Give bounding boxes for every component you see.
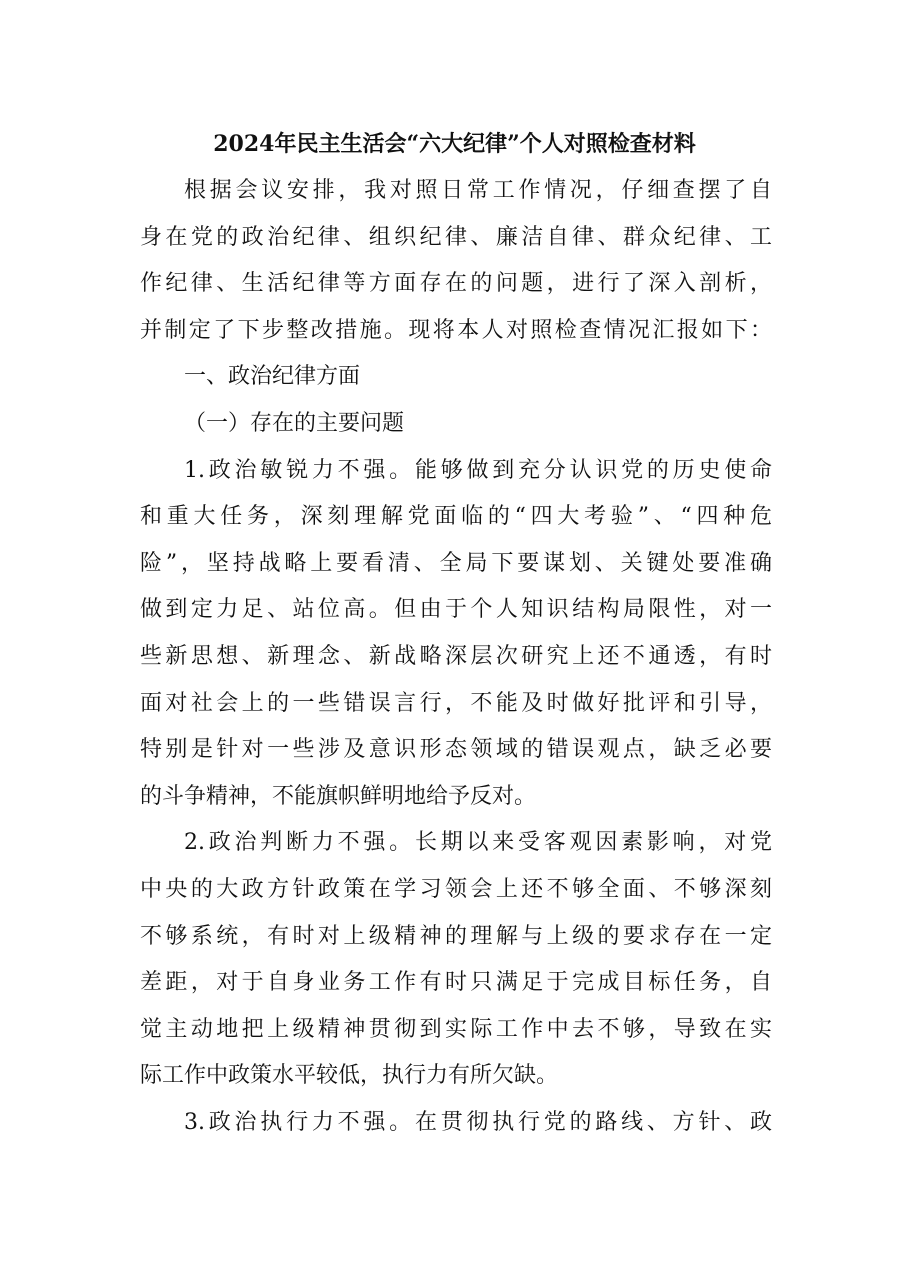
document-body — [140, 168, 772, 1146]
paragraph-line: 做到定力足、站位高。但由于个人知识结构局限性，对一 — [140, 597, 772, 623]
paragraph-line: 特别是针对一些涉及意识形态领域的错误观点，缺乏必要 — [140, 737, 772, 763]
paragraph-line: 际工作中政策水平较低，执行力有所欠缺。 — [140, 1063, 559, 1089]
subsection-heading: （一）存在的主要问题 — [184, 410, 405, 436]
paragraph-line: 根据会议安排，我对照日常工作情况，仔细查摆了自 — [184, 178, 772, 203]
paragraph-line: 3.政治执行力不强。在贯彻执行党的路线、方针、政 — [184, 1109, 772, 1135]
paragraph-line: 1.政治敏锐力不强。能够做到充分认识党的历史使命 — [184, 457, 772, 483]
paragraph-line: 险”，坚持战略上要看清、全局下要谋划、关键处要准确 — [140, 550, 772, 576]
paragraph-line: 面对社会上的一些错误言行，不能及时做好批评和引导， — [140, 690, 772, 716]
paragraph-line: 些新思想、新理念、新战略深层次研究上还不通透，有时 — [140, 643, 772, 669]
document-title: 2024年民主生活会“六大纪律”个人对照检查材料 — [213, 131, 696, 157]
paragraph-line: 中央的大政方针政策在学习领会上还不够全面、不够深刻 — [140, 876, 772, 902]
paragraph-line: 作纪律、生活纪律等方面存在的问题，进行了深入剖析， — [140, 271, 772, 297]
paragraph-line: 身在党的政治纪律、组织纪律、廉洁自律、群众纪律、工 — [140, 224, 772, 250]
paragraph-line: 并制定了下步整改措施。现将本人对照检查情况汇报如下： — [140, 317, 772, 343]
paragraph-line: 和重大任务，深刻理解党面临的“四大考验”、“四种危 — [140, 504, 772, 530]
paragraph-line: 不够系统，有时对上级精神的理解与上级的要求存在一定 — [140, 923, 772, 949]
paragraph-line: 觉主动地把上级精神贯彻到实际工作中去不够，导致在实 — [140, 1016, 772, 1042]
paragraph-line: 差距，对于自身业务工作有时只满足于完成目标任务，自 — [140, 970, 772, 996]
section-heading: 一、政治纪律方面 — [184, 364, 361, 390]
paragraph-line: 的斗争精神，不能旗帜鲜明地给予反对。 — [140, 783, 537, 809]
paragraph-line: 2.政治判断力不强。长期以来受客观因素影响，对党 — [184, 830, 772, 856]
